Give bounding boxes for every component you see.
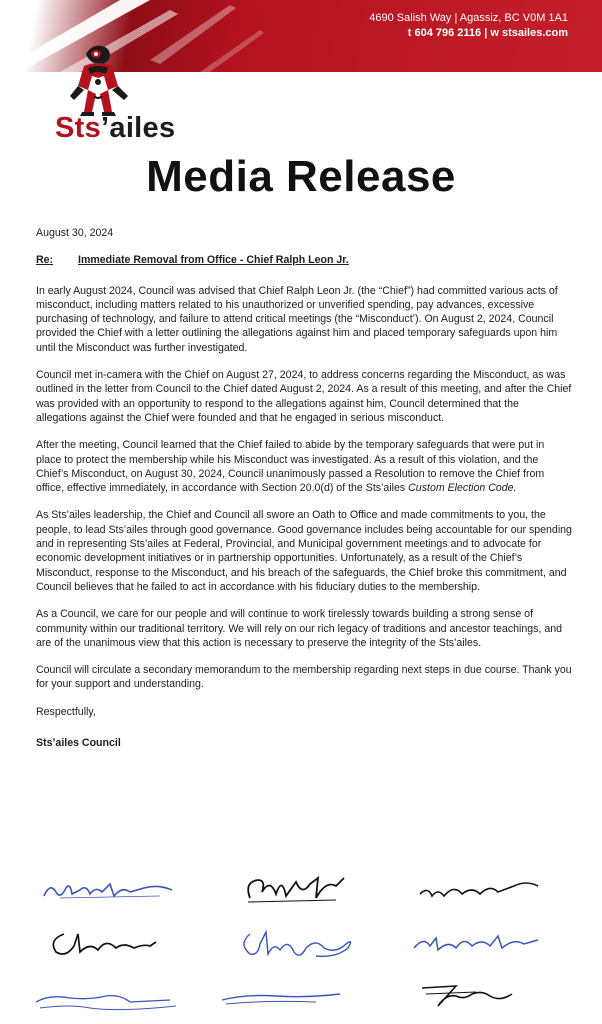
closing: Respectfully, <box>36 705 96 718</box>
letter-body <box>36 226 572 750</box>
subject-label: Re: <box>36 254 54 267</box>
signature-9 <box>416 980 526 1014</box>
brand-wordmark <box>55 112 175 145</box>
subject-line <box>36 253 572 267</box>
brand-name-part1: Sts <box>55 112 102 144</box>
signature-4 <box>44 924 164 960</box>
letter-date: August 30, 2024 <box>36 227 114 239</box>
signature-1 <box>40 874 180 906</box>
page-title: Media Release <box>146 152 456 201</box>
paragraph-3-text: After the meeting, Council learned that the Chief failed to abide by the temporary safeguards that were put in place to protect the membership while his Misconduct was investigated. As a result of this violation, and the Chief’s Misconduct, on August 30, 2024, Council unanimously passed a Resolution to remove the Chief from office, effective immediately, in accordance with Section 20.0(d) of the Sts’ailes <box>36 439 545 495</box>
signature-2 <box>240 872 360 908</box>
paragraph-5: As a Council, we care for our people and will continue to work tirelessly towards building a strong sense of community within our traditional territory. We will rely on our rich legacy of traditions and ancestor teachings, and are of the unanimous view that this action is necessary to preserve the integrity of the Sts’ailes. <box>36 608 563 649</box>
subject-text: Immediate Removal from Office - Chief Ralph Leon Jr. <box>78 254 349 267</box>
paragraph-4: As Sts’ailes leadership, the Chief and Council all swore an Oath to Office and made commitments to you, the people, to lead Sts’ailes through good governance. Good governance includes being accountable for our spending and in representing Sts’ailes at Federal, Provincial, and Municipal government meetings and to advocate for economic development initiatives or in partnership opportunities. Unfortunately, as a result of the Chief’s Misconduct, response to the Misconduct, and his breach of the safeguards, the Chief broke this commitment, and Council believes that he failed to act in accordance with his fiduciary duties to the membership. <box>36 509 572 593</box>
signature-8 <box>216 986 346 1010</box>
paragraph-3-italic: Custom Election Code. <box>408 482 517 495</box>
paragraph-1: In early August 2024, Council was advised that Chief Ralph Leon Jr. (the “Chief”) had committed various acts of misconduct, including matters related to his unauthorized or unverified spending, pay advances, excessive purchasing of technology, and failure to attend critical meetings (the “Misconduct’). On August 2, 2024, Council provided the Chief with a letter outlining the allegations against him and placed temporary safeguards upon him until the Misconduct was further investigated. <box>36 284 558 354</box>
stsailes-figure-logo-icon <box>58 40 168 120</box>
signatory: Sts’ailes Council <box>36 737 121 750</box>
address-line: 4690 Salish Way | Agassiz, BC V0M 1A1 <box>369 12 568 24</box>
signature-3 <box>414 874 544 904</box>
brand-name-part2: ’ailes <box>101 112 176 144</box>
paragraph-3 <box>36 438 572 495</box>
paragraph-6: Council will circulate a secondary memorandum to the membership regarding next steps in due course. Thank you for your support and understanding. <box>36 664 572 691</box>
signature-7 <box>30 986 180 1016</box>
paragraph-2: Council met in-camera with the Chief on August 27, 2024, to address concerns regarding the Misconduct, as was outlined in the letter from Council to the Chief dated August 2, 2024. As a result of this meeting, and after the Chief was provided with an opportunity to respond to the allegations against him, Council determined that the allegations against the Chief were founded and that he engaged in serious misconduct. <box>36 369 572 424</box>
signature-6 <box>408 928 548 956</box>
signature-5 <box>236 924 360 966</box>
contact-info <box>369 11 568 41</box>
phone-web-line: t 604 796 2116 | w stsailes.com <box>407 27 568 39</box>
